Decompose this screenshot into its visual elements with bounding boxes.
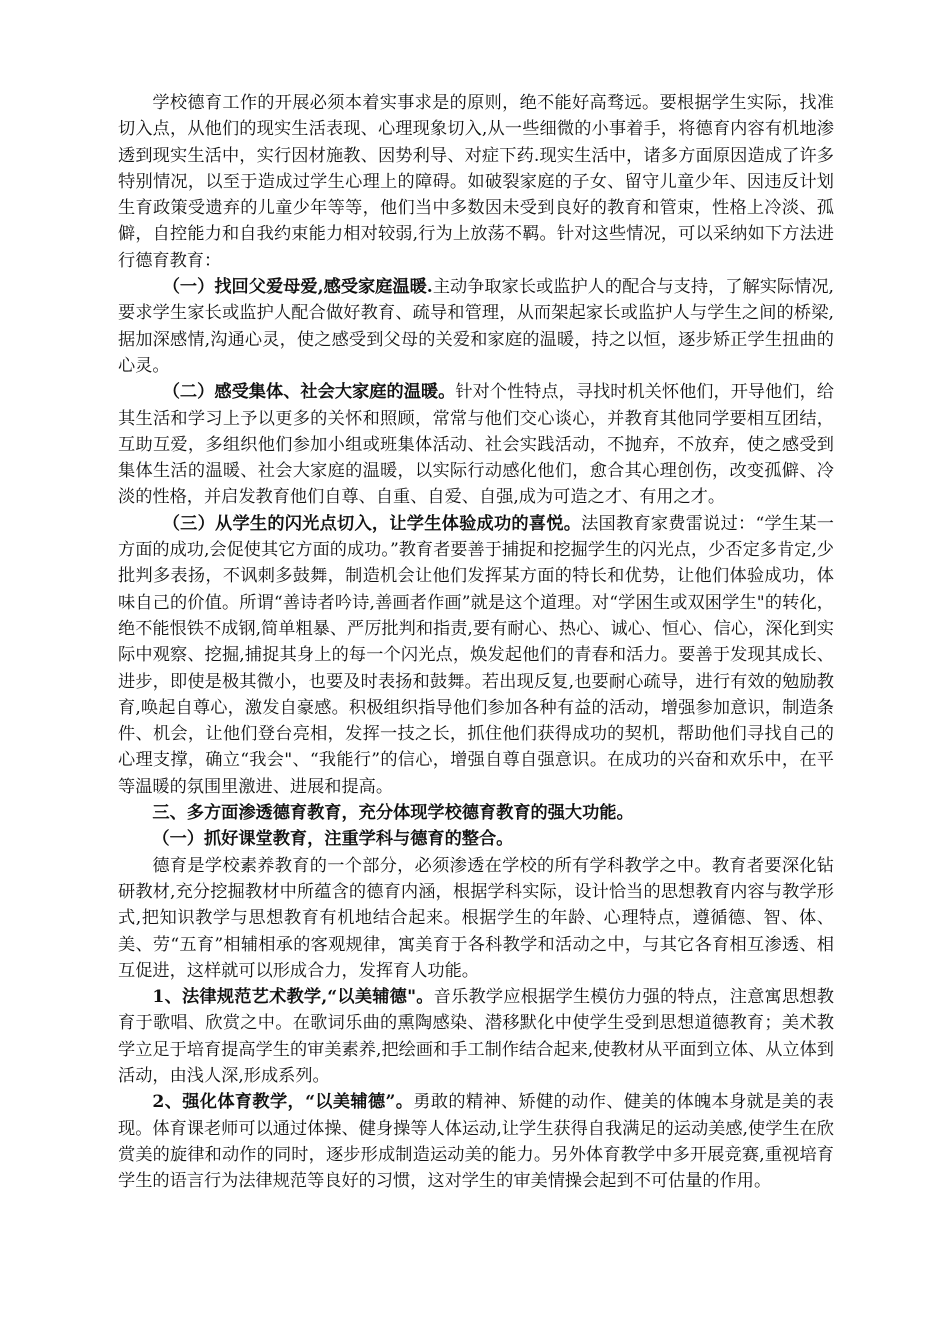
paragraph-body: 学校德育工作的开展必须本着实事求是的原则，绝不能好高骛远。要根据学生实际，找准切入点，从他们的现实生活表现、心理现象切入,从一些细微的小事着手，将德育内容有机地渗透到现实生活中，实行因材施教、因势利导、对症下药.现实生活中，诸多方面原因造成了许多特别情况，以至于造成过学生心理上的障碍。如破裂家庭的子女、留守儿童少年、因违反计划生育政策受遗弃的儿童少年等等，他们当中多数因未受到良好的教育和管束，性格上冷淡、孤僻，自控能力和自我约束能力相对较弱,行为上放荡不羁。针对这些情况，可以采纳如下方法进行德育教育： [118,93,834,271]
document-page [118,90,834,1194]
art-teaching-paragraph [118,984,834,1089]
paragraph-body: 音乐教学应根据学生模仿力强的特点，注意寓思想教育于歌唱、欣赏之中。在歌词乐曲的熏陶感染、潜移默化中使学生受到思想道德教育；美术教学立足于培育提高学生的审美素养,把绘画和手工制作结合起来,使教材从平面到立体、从立体到活动，由浅人深,形成系列。 [118,987,834,1086]
paragraph-heading: 2、强化体育教学，“以美辅德”。 [152,1092,414,1113]
subsection-one-title [118,826,834,852]
moral-education-paragraph [118,853,834,984]
intro-paragraph [118,90,834,274]
subsection-heading: （一）抓好课堂教育，注重学科与德育的整合。 [152,829,514,850]
pe-teaching-paragraph [118,1089,834,1194]
section-heading: 三、多方面渗透德育教育，充分体现学校德育教育的强大功能。 [152,803,634,824]
paragraph-body: 勇敢的精神、矫健的动作、健美的体魄本身就是美的表现。体育课老师可以通过体操、健身操等人体运动,让学生获得自我满足的运动美感,使学生在欣赏美的旋律和动作的同时，逐步形成制造运动美的能力。另外体育教学中多开展竞赛,重视培育学生的语言行为法律规范等良好的习惯，这对学生的审美情操会起到不可估量的作用。 [118,1092,834,1192]
paragraph-heading: （二）感受集体、社会大家庭的温暖。 [162,382,456,403]
method-paragraph-1 [118,274,834,379]
method-paragraph-3 [118,511,834,800]
paragraph-heading: （三）从学生的闪光点切入，让学生体验成功的喜悦。 [162,513,582,534]
paragraph-heading: （一）找回父爱母爱,感受家庭温暖. [162,277,433,298]
paragraph-heading: 1、法律规范艺术教学,“以美辅德"。 [152,987,434,1008]
paragraph-body: 法国教育家费雷说过：“学生某一方面的成功,会促使其它方面的成功。”教育者要善于捕捉和挖掘学生的闪光点，少否定多肯定,少批判多表扬，不讽刺多鼓舞，制造机会让他们发挥某方面的特长和优势，让他们体验成功，体味自己的价值。所谓“善诗者吟诗,善画者作画”就是这个道理。对“学困生或双困学生"的转化，绝不能恨铁不成钢,简单粗暴、严厉批判和指责,要有耐心、热心、诚心、恒心、信心，深化到实际中观察、挖掘,捕捉其身上的每一个闪光点，焕发起他们的青春和活力。要善于发现其成长、进步，即使是极其微小，也要及时表扬和鼓舞。若出现反复,也要耐心疏导，进行有效的勉励教育,唤起自尊心，激发自豪感。积极组织指导他们参加各种有益的活动，增强参加意识，制造条件、机会，让他们登台亮相，发挥一技之长，抓住他们获得成功的契机，帮助他们寻找自己的心理支撑，确立“我会"、“我能行”的信心，增强自尊自强意识。在成功的兴奋和欢乐中，在平等温暖的氛围里激进、进展和提高。 [118,513,834,797]
section-three-title [118,800,834,826]
paragraph-body: 主动争取家长或监护人的配合与支持，了解实际情况,要求学生家长或监护人配合做好教育、疏导和管理，从而架起家长或监护人与学生之间的桥梁,据加深感情,沟通心灵，使之感受到父母的关爱和家庭的温暖，持之以恒，逐步矫正学生扭曲的心灵。 [118,277,834,376]
paragraph-body: 德育是学校素养教育的一个部分，必须渗透在学校的所有学科教学之中。教育者要深化钻研教材,充分挖掘教材中所蕴含的德育内涵，根据学科实际，设计恰当的思想教育内容与教学形式,把知识教学与思想教育有机地结合起来。根据学生的年龄、心理特点，遵循德、智、体、美、劳“五育”相辅相承的客观规律，寓美育于各科教学和活动之中，与其它各育相互渗透、相互促进，这样就可以形成合力，发挥育人功能。 [118,855,834,981]
paragraph-body: 针对个性特点，寻找时机关怀他们，开导他们，给其生活和学习上予以更多的关怀和照顾，常常与他们交心谈心，并教育其他同学要相互团结，互助互爱，多组织他们参加小组或班集体活动、社会实践活动，不抛弃，不放弃，使之感受到集体生活的温暖、社会大家庭的温暖，以实际行动感化他们，愈合其心理创伤，改变孤僻、冷淡的性格，并启发教育他们自尊、自重、自爱、自强,成为可造之才、有用之才。 [118,382,834,508]
method-paragraph-2 [118,379,834,510]
